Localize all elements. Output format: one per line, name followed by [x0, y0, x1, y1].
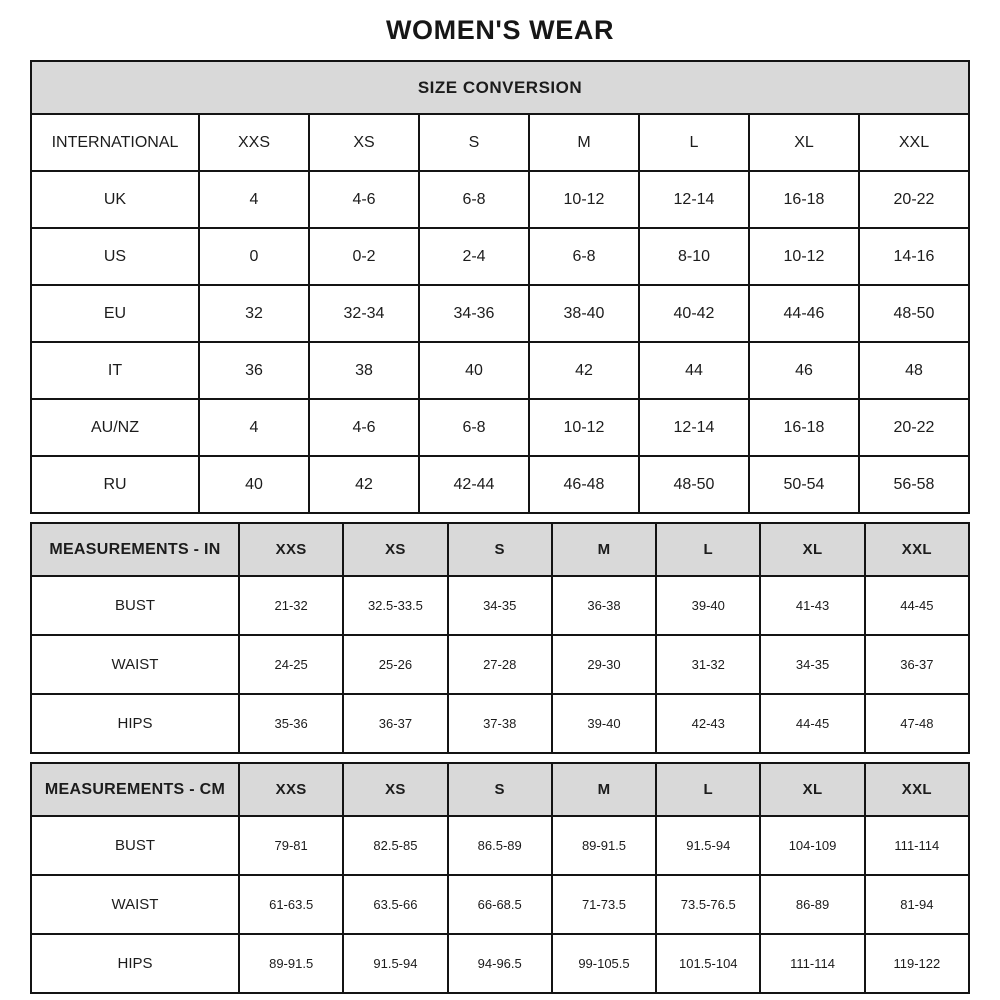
table-cell: 86.5-89 [448, 816, 552, 875]
table-cell: 82.5-85 [343, 816, 447, 875]
table-cell: 6-8 [419, 171, 529, 228]
table-cell: 0 [199, 228, 309, 285]
column-header: XXL [865, 523, 969, 576]
row-label: US [31, 228, 199, 285]
table-cell: 40 [199, 456, 309, 513]
table-cell: 81-94 [865, 875, 969, 934]
table-cell: 56-58 [859, 456, 969, 513]
table-cell: 46-48 [529, 456, 639, 513]
table-cell: 101.5-104 [656, 934, 760, 993]
table-cell: 44-46 [749, 285, 859, 342]
table-cell: 104-109 [760, 816, 864, 875]
table-cell: 111-114 [865, 816, 969, 875]
column-header: XXL [865, 763, 969, 816]
table-cell: 89-91.5 [239, 934, 343, 993]
page-title: WOMEN'S WEAR [385, 15, 615, 45]
measurements-in-table-body [31, 523, 969, 753]
table-cell: 16-18 [749, 171, 859, 228]
table-cell: 99-105.5 [552, 934, 656, 993]
table-cell: 14-16 [859, 228, 969, 285]
table-cell: 27-28 [448, 635, 552, 694]
column-header: L [639, 114, 749, 171]
measurements-cm-table [30, 762, 970, 994]
table-cell: 29-30 [552, 635, 656, 694]
table-row [31, 399, 969, 456]
table-cell: 31-32 [656, 635, 760, 694]
table-cell: 4-6 [309, 171, 419, 228]
table-row [31, 342, 969, 399]
column-header: M [529, 114, 639, 171]
column-header: S [448, 763, 552, 816]
table-row [31, 285, 969, 342]
table-cell: 25-26 [343, 635, 447, 694]
table-cell: 91.5-94 [656, 816, 760, 875]
table-cell: 36-38 [552, 576, 656, 635]
table-cell: 42 [309, 456, 419, 513]
column-header: XL [760, 523, 864, 576]
column-header: INTERNATIONAL [31, 114, 199, 171]
table-cell: 79-81 [239, 816, 343, 875]
table-cell: 37-38 [448, 694, 552, 753]
table-cell: 61-63.5 [239, 875, 343, 934]
row-label: BUST [31, 576, 239, 635]
table-cell: 41-43 [760, 576, 864, 635]
table-cell: 48 [859, 342, 969, 399]
row-label: IT [31, 342, 199, 399]
table-cell: 38 [309, 342, 419, 399]
row-label: HIPS [31, 694, 239, 753]
table-cell: 89-91.5 [552, 816, 656, 875]
column-header: XL [749, 114, 859, 171]
table-cell: 36 [199, 342, 309, 399]
table-cell: 119-122 [865, 934, 969, 993]
table-cell: 8-10 [639, 228, 749, 285]
column-header: MEASUREMENTS - IN [31, 523, 239, 576]
table-cell: 63.5-66 [343, 875, 447, 934]
table-cell: 34-35 [760, 635, 864, 694]
table-row [31, 576, 969, 635]
table-row [31, 635, 969, 694]
column-header: M [552, 523, 656, 576]
table-row [31, 228, 969, 285]
table-row [31, 694, 969, 753]
table-cell: 4 [199, 171, 309, 228]
column-header: XS [343, 523, 447, 576]
table-row [31, 875, 969, 934]
table-cell: 6-8 [529, 228, 639, 285]
row-label: BUST [31, 816, 239, 875]
table-cell: 39-40 [552, 694, 656, 753]
table-cell: 35-36 [239, 694, 343, 753]
table-cell: 44-45 [760, 694, 864, 753]
table-cell: 6-8 [419, 399, 529, 456]
table-row [31, 934, 969, 993]
row-label: WAIST [31, 875, 239, 934]
row-label: EU [31, 285, 199, 342]
size-conversion-table-body [31, 61, 969, 513]
table-cell: 42-43 [656, 694, 760, 753]
table-cell: 40 [419, 342, 529, 399]
size-conversion-table [30, 60, 970, 514]
table-cell: 66-68.5 [448, 875, 552, 934]
table-cell: 10-12 [529, 399, 639, 456]
table-cell: 40-42 [639, 285, 749, 342]
table-cell: 20-22 [859, 399, 969, 456]
table-cell: 42 [529, 342, 639, 399]
column-header: XXL [859, 114, 969, 171]
row-label: RU [31, 456, 199, 513]
column-header: XS [343, 763, 447, 816]
table-cell: 44-45 [865, 576, 969, 635]
table-cell: 47-48 [865, 694, 969, 753]
table-banner: SIZE CONVERSION [31, 61, 969, 114]
row-label: WAIST [31, 635, 239, 694]
table-cell: 39-40 [656, 576, 760, 635]
table-cell: 0-2 [309, 228, 419, 285]
table-cell: 48-50 [859, 285, 969, 342]
column-header: S [419, 114, 529, 171]
table-cell: 12-14 [639, 399, 749, 456]
table-cell: 10-12 [529, 171, 639, 228]
table-cell: 111-114 [760, 934, 864, 993]
table-cell: 32-34 [309, 285, 419, 342]
table-cell: 38-40 [529, 285, 639, 342]
table-cell: 73.5-76.5 [656, 875, 760, 934]
table-cell: 32.5-33.5 [343, 576, 447, 635]
column-header: XXS [199, 114, 309, 171]
table-cell: 12-14 [639, 171, 749, 228]
table-cell: 44 [639, 342, 749, 399]
table-cell: 91.5-94 [343, 934, 447, 993]
table-cell: 94-96.5 [448, 934, 552, 993]
row-label: HIPS [31, 934, 239, 993]
column-header: L [656, 763, 760, 816]
measurements-in-table [30, 522, 970, 754]
column-header: XL [760, 763, 864, 816]
column-header: L [656, 523, 760, 576]
row-label: UK [31, 171, 199, 228]
table-cell: 10-12 [749, 228, 859, 285]
table-cell: 48-50 [639, 456, 749, 513]
column-header: XXS [239, 523, 343, 576]
table-cell: 2-4 [419, 228, 529, 285]
table-cell: 16-18 [749, 399, 859, 456]
table-row [31, 171, 969, 228]
column-header: XXS [239, 763, 343, 816]
table-cell: 24-25 [239, 635, 343, 694]
table-cell: 36-37 [865, 635, 969, 694]
table-cell: 4 [199, 399, 309, 456]
column-header: M [552, 763, 656, 816]
table-cell: 50-54 [749, 456, 859, 513]
table-cell: 34-35 [448, 576, 552, 635]
table-row [31, 456, 969, 513]
table-cell: 32 [199, 285, 309, 342]
column-header: MEASUREMENTS - CM [31, 763, 239, 816]
table-cell: 71-73.5 [552, 875, 656, 934]
table-row [31, 816, 969, 875]
column-header: S [448, 523, 552, 576]
table-cell: 4-6 [309, 399, 419, 456]
column-header: XS [309, 114, 419, 171]
table-cell: 20-22 [859, 171, 969, 228]
measurements-cm-table-body [31, 763, 969, 993]
table-cell: 21-32 [239, 576, 343, 635]
table-cell: 46 [749, 342, 859, 399]
table-cell: 34-36 [419, 285, 529, 342]
table-cell: 42-44 [419, 456, 529, 513]
table-cell: 36-37 [343, 694, 447, 753]
row-label: AU/NZ [31, 399, 199, 456]
table-cell: 86-89 [760, 875, 864, 934]
